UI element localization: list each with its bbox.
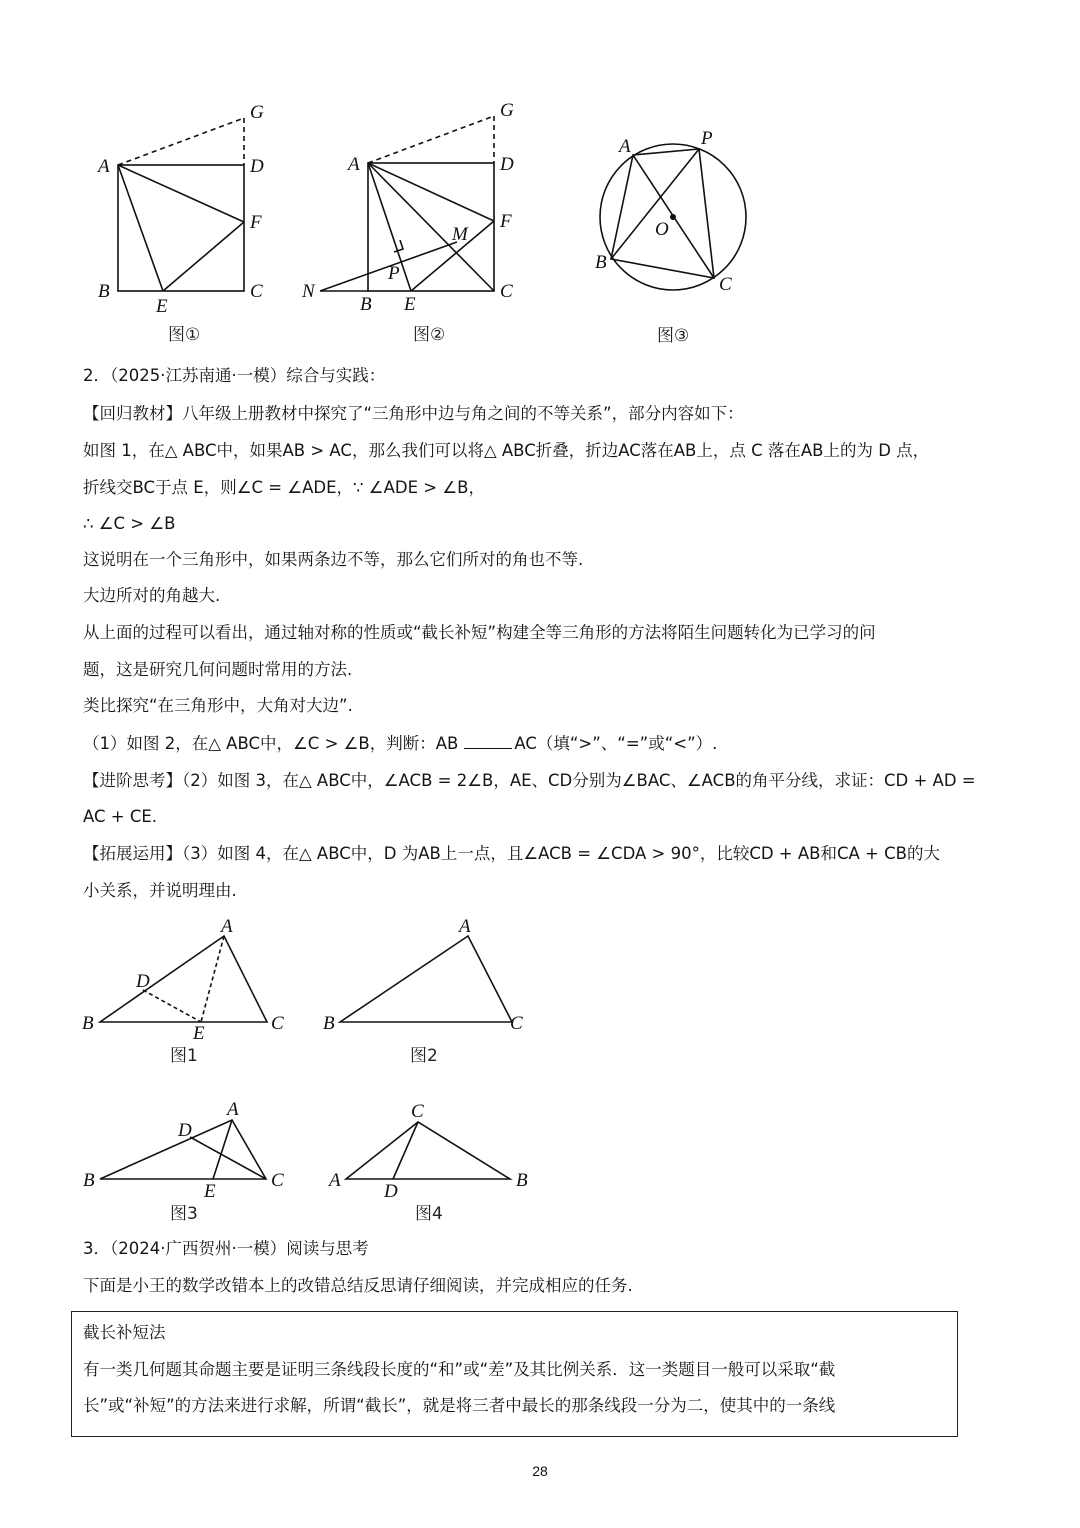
- point-label-D: D: [178, 1120, 192, 1141]
- figure-caption: 图②: [413, 325, 446, 345]
- figure-caption: 图1: [170, 1046, 198, 1066]
- point-label-B: B: [360, 294, 372, 315]
- point-label-O: O: [655, 219, 669, 240]
- problem-2-header: 2．（2025·江苏南通·一模）综合与实践：: [83, 366, 386, 385]
- point-label-E: E: [204, 1181, 216, 1202]
- method-note-title: 截长补短法: [83, 1323, 166, 1342]
- point-label-C: C: [271, 1170, 284, 1191]
- figure-caption: 图4: [415, 1204, 443, 1224]
- point-label-A: A: [227, 1099, 239, 1120]
- point-label-A: A: [221, 916, 233, 937]
- point-label-B: B: [83, 1170, 95, 1191]
- problem-2-question-3-cont: 小关系，并说明理由.: [83, 881, 237, 900]
- point-label-C: C: [719, 274, 732, 295]
- point-label-D: D: [250, 156, 264, 177]
- figure-3-circle: [575, 120, 775, 350]
- point-label-D: D: [136, 971, 150, 992]
- point-label-B: B: [98, 281, 110, 302]
- problem-2-paragraph: 从上面的过程可以看出，通过轴对称的性质或“截长补短”构建全等三角形的方法将陌生问题转化为已学习的问: [83, 623, 876, 642]
- figure-tri-4: [325, 1095, 545, 1230]
- figure-tri-3: [75, 1095, 295, 1230]
- point-label-D: D: [384, 1181, 398, 1202]
- point-label-G: G: [500, 100, 514, 121]
- point-label-E: E: [156, 296, 168, 317]
- point-label-G: G: [250, 102, 264, 123]
- point-label-C: C: [271, 1013, 284, 1034]
- figure-2-square: [290, 90, 540, 350]
- problem-3-header: 3．（2024·广西贺州·一模）阅读与思考: [83, 1239, 369, 1258]
- figure-caption: 图2: [410, 1046, 438, 1066]
- point-label-N: N: [302, 281, 315, 302]
- point-label-B: B: [82, 1013, 94, 1034]
- method-note-text: 有一类几何题其命题主要是证明三条线段长度的“和”或“差”及其比例关系．这一类题目一般可以采取“截: [83, 1360, 836, 1379]
- point-label-C: C: [510, 1013, 523, 1034]
- point-label-A: A: [348, 154, 360, 175]
- point-label-A: A: [98, 156, 110, 177]
- point-label-P: P: [701, 128, 713, 149]
- problem-2-question-1: [83, 733, 1003, 755]
- problem-2-question-2: 【进阶思考】（2）如图 3，在△ ABC中，∠ACB = 2∠B，AE、CD分别为∠BAC、∠ACB的角平分线，求证：CD + AD =: [83, 771, 976, 790]
- problem-2-question-3: 【拓展运用】（3）如图 4，在△ ABC中，D 为AB上一点，且∠ACB = ∠CDA > 90°，比较CD + AB和CA + CB的大: [83, 844, 940, 863]
- problem-2-paragraph: 题，这是研究几何问题时常用的方法.: [83, 660, 353, 679]
- figure-caption: 图③: [657, 326, 690, 346]
- figure-tri-2: [320, 910, 540, 1070]
- problem-2-conclusion: ∴ ∠C > ∠B: [83, 514, 176, 533]
- problem-3-intro: 下面是小王的数学改错本上的改错总结反思请仔细阅读，并完成相应的任务.: [83, 1276, 633, 1295]
- figure-tri-1: [75, 910, 295, 1070]
- point-label-A: A: [329, 1170, 341, 1191]
- point-label-P: P: [388, 263, 400, 284]
- point-label-E: E: [193, 1023, 205, 1044]
- point-label-B: B: [516, 1170, 528, 1191]
- point-label-A: A: [459, 916, 471, 937]
- problem-2-paragraph: 折线交BC于点 E，则∠C = ∠ADE，∵ ∠ADE > ∠B，: [83, 478, 485, 497]
- point-label-C: C: [411, 1101, 424, 1122]
- point-label-A: A: [619, 136, 631, 157]
- question-1-suffix: AC（填“>”、“=”或“<”）.: [514, 734, 718, 753]
- page-number: 28: [532, 1463, 548, 1479]
- point-label-D: D: [500, 154, 514, 175]
- point-label-E: E: [404, 294, 416, 315]
- point-label-C: C: [500, 281, 513, 302]
- figure-1-square: [80, 90, 280, 350]
- question-1-prefix: （1）如图 2，在△ ABC中，∠C > ∠B，判断：AB: [83, 734, 459, 753]
- problem-2-paragraph: 类比探究“在三角形中，大角对大边”.: [83, 696, 353, 715]
- answer-blank[interactable]: [464, 734, 512, 749]
- point-label-B: B: [595, 252, 607, 273]
- figure-caption: 图①: [168, 325, 201, 345]
- problem-2-paragraph: 这说明在一个三角形中，如果两条边不等，那么它们所对的角也不等.: [83, 550, 584, 569]
- problem-2-question-2-cont: AC + CE.: [83, 807, 158, 826]
- point-label-C: C: [250, 281, 263, 302]
- point-label-B: B: [323, 1013, 335, 1034]
- problem-2-paragraph: 大边所对的角越大.: [83, 586, 221, 605]
- point-label-M: M: [452, 224, 468, 245]
- point-label-F: F: [250, 212, 262, 233]
- point-label-F: F: [500, 211, 512, 232]
- method-note-text: 长”或“补短”的方法来进行求解，所谓“截长”，就是将三者中最长的那条线段一分为二，使其中的一条线: [83, 1396, 836, 1415]
- figure-caption: 图3: [170, 1204, 198, 1224]
- problem-2-textbook-review: 【回归教材】八年级上册教材中探究了“三角形中边与角之间的不等关系”，部分内容如下：: [83, 404, 744, 423]
- problem-2-paragraph: 如图 1，在△ ABC中，如果AB > AC，那么我们可以将△ ABC折叠，折边AC落在AB上，点 C 落在AB上的为 D 点，: [83, 441, 930, 460]
